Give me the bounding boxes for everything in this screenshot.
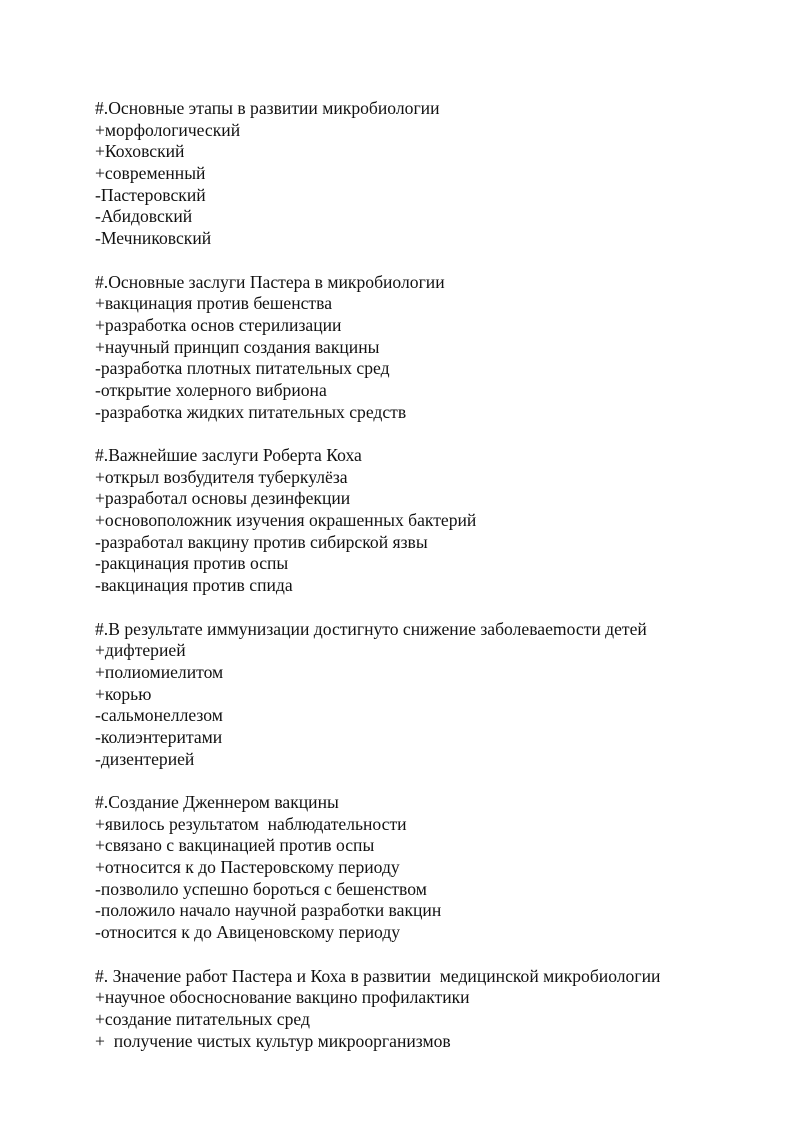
answer-option: -вакцинация против спида: [95, 575, 293, 596]
answer-option: -Пастеровский: [95, 184, 206, 205]
question-block: [95, 792, 775, 944]
answer-option: -открытие холерного вибриона: [95, 379, 327, 400]
answer-option: +основоположник изучения окрашенных бактерий: [95, 510, 477, 531]
question-title: #.Основные заслуги Пастера в микробиологии: [95, 271, 445, 292]
answer-option: -разработка жидких питательных средств: [95, 401, 407, 422]
question-block: [95, 619, 775, 771]
answer-option: -дизентерией: [95, 748, 195, 769]
question-title: #.Важнейшие заслуги Роберта Коха: [95, 445, 362, 465]
answer-option: +разработал основы дезинфекции: [95, 488, 351, 509]
answer-option: + получение чистых культур микроорганизмов: [95, 1030, 451, 1051]
answer-option: -положило начало научной разработки вакцин: [95, 900, 442, 921]
answer-option: -разработка плотных питательных сред: [95, 358, 390, 379]
question-block: [95, 272, 775, 424]
answer-option: -колиэнтеритами: [95, 726, 223, 747]
answer-option: +дифтерией: [95, 640, 186, 661]
answer-option: +относится к до Пастеровскому периоду: [95, 857, 400, 878]
answer-option: -ракцинация против оспы: [95, 553, 289, 574]
answer-option: -Абидовский: [95, 206, 193, 227]
document-page: [95, 98, 775, 1074]
answer-option: -Мечниковский: [95, 228, 212, 249]
question-title: #.В результате иммунизации достигнуто снижение заболеваеmости детей: [95, 618, 647, 639]
question-title: #.Основные этапы в развитии микробиологии: [95, 98, 440, 118]
question-block: [95, 98, 775, 250]
answer-option: +явилось результатом наблюдательности: [95, 813, 407, 834]
answer-option: -сальмонеллезом: [95, 705, 223, 726]
question-block: [95, 445, 775, 597]
question-block: [95, 966, 775, 1053]
answer-option: +научное обосноснование вакцино профилактики: [95, 987, 470, 1008]
question-title: #.Создание Дженнером вакцины: [95, 792, 339, 812]
answer-option: +открыл возбудителя туберкулёза: [95, 466, 348, 487]
answer-option: +связано с вакцинацией против оспы: [95, 835, 375, 856]
answer-option: -позволило успешно бороться с бешенством: [95, 878, 427, 899]
answer-option: -разработал вакцину против сибирской язвы: [95, 531, 428, 552]
answer-option: +разработка основ стерилизации: [95, 314, 342, 335]
answer-option: +Коховский: [95, 141, 185, 162]
answer-option: -относится к до Авиценовскому периоду: [95, 922, 401, 943]
question-title: #. Значение работ Пастера и Коха в развитии медицинской микробиологии: [95, 965, 661, 986]
answer-option: +создание питательных сред: [95, 1008, 310, 1029]
answer-option: +современный: [95, 163, 206, 184]
answer-option: +морфологический: [95, 119, 241, 140]
answer-option: +вакцинация против бешенства: [95, 293, 332, 314]
answer-option: +корью: [95, 683, 152, 704]
answer-option: +научный принцип создания вакцины: [95, 336, 380, 357]
answer-option: +полиомиелитом: [95, 661, 224, 682]
